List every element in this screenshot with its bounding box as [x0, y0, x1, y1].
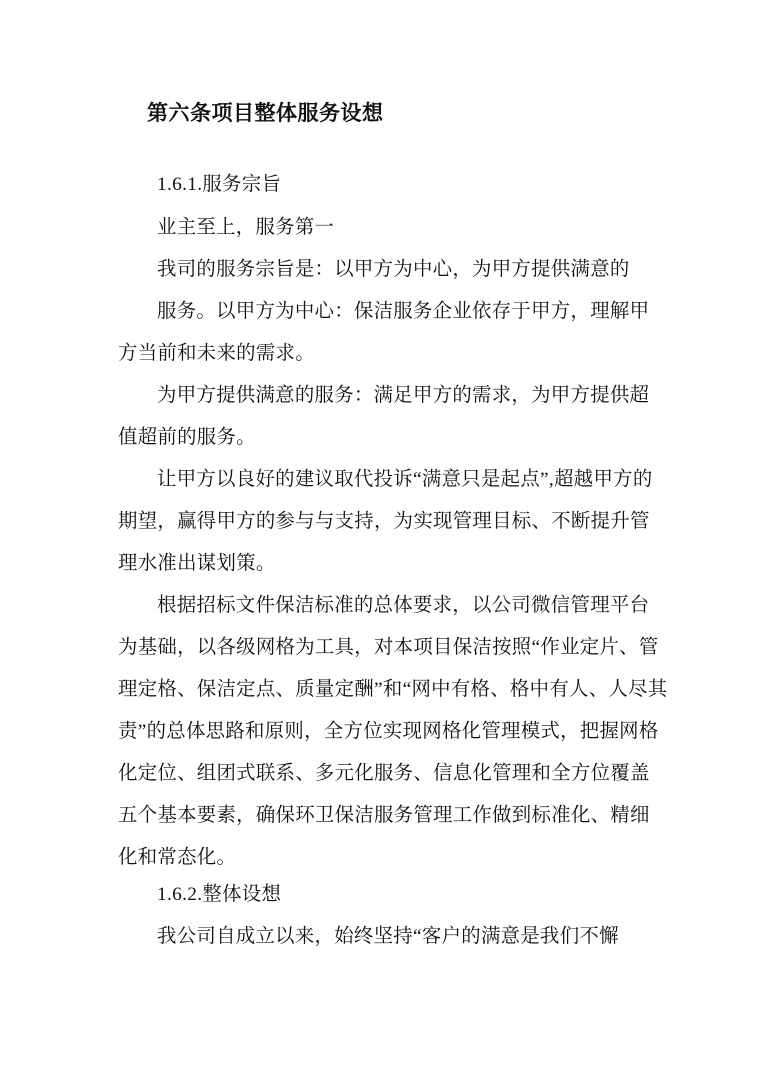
- subheading: 1.6.2.整体设想: [157, 884, 282, 905]
- paragraph-line: 责”的总体思路和原则，全方位实现网格化管理模式，把握网格: [118, 721, 659, 742]
- paragraph-line: 为甲方提供满意的服务：满足甲方的需求，为甲方提供超: [157, 385, 650, 406]
- paragraph-line: 五个基本要素，确保环卫保洁服务管理工作做到标准化、精细: [118, 805, 650, 826]
- paragraph-line: 让甲方以良好的建议取代投诉“满意只是起点”,超越甲方的: [157, 469, 653, 490]
- paragraph-line: 业主至上，服务第一: [157, 217, 335, 238]
- section-title: 第六条项目整体服务设想: [147, 101, 384, 125]
- paragraph-line: 我公司自成立以来，始终坚持“客户的满意是我们不懈: [157, 926, 619, 947]
- paragraph-line: 化和常态化。: [118, 847, 237, 868]
- paragraph-line: 理定格、保洁定点、质量定酬”和“网中有格、格中有人、人尽其: [118, 679, 668, 700]
- paragraph-line: 根据招标文件保洁标准的总体要求，以公司微信管理平台: [157, 595, 650, 616]
- paragraph-line: 方当前和未来的需求。: [118, 343, 315, 364]
- paragraph-line: 我司的服务宗旨是：以甲方为中心，为甲方提供满意的: [157, 259, 630, 280]
- paragraph-line: 期望，赢得甲方的参与与支持，为实现管理目标、不断提升管: [118, 511, 650, 532]
- paragraph-line: 化定位、组团式联系、多元化服务、信息化管理和全方位覆盖: [118, 763, 650, 784]
- paragraph-line: 为基础，以各级网格为工具，对本项目保洁按照“作业定片、管: [118, 637, 659, 658]
- paragraph-line: 服务。以甲方为中心：保洁服务企业依存于甲方，理解甲: [157, 301, 650, 322]
- paragraph-line: 值超前的服务。: [118, 427, 256, 448]
- paragraph-line: 理水准出谋划策。: [118, 553, 276, 574]
- subheading: 1.6.1.服务宗旨: [157, 174, 282, 195]
